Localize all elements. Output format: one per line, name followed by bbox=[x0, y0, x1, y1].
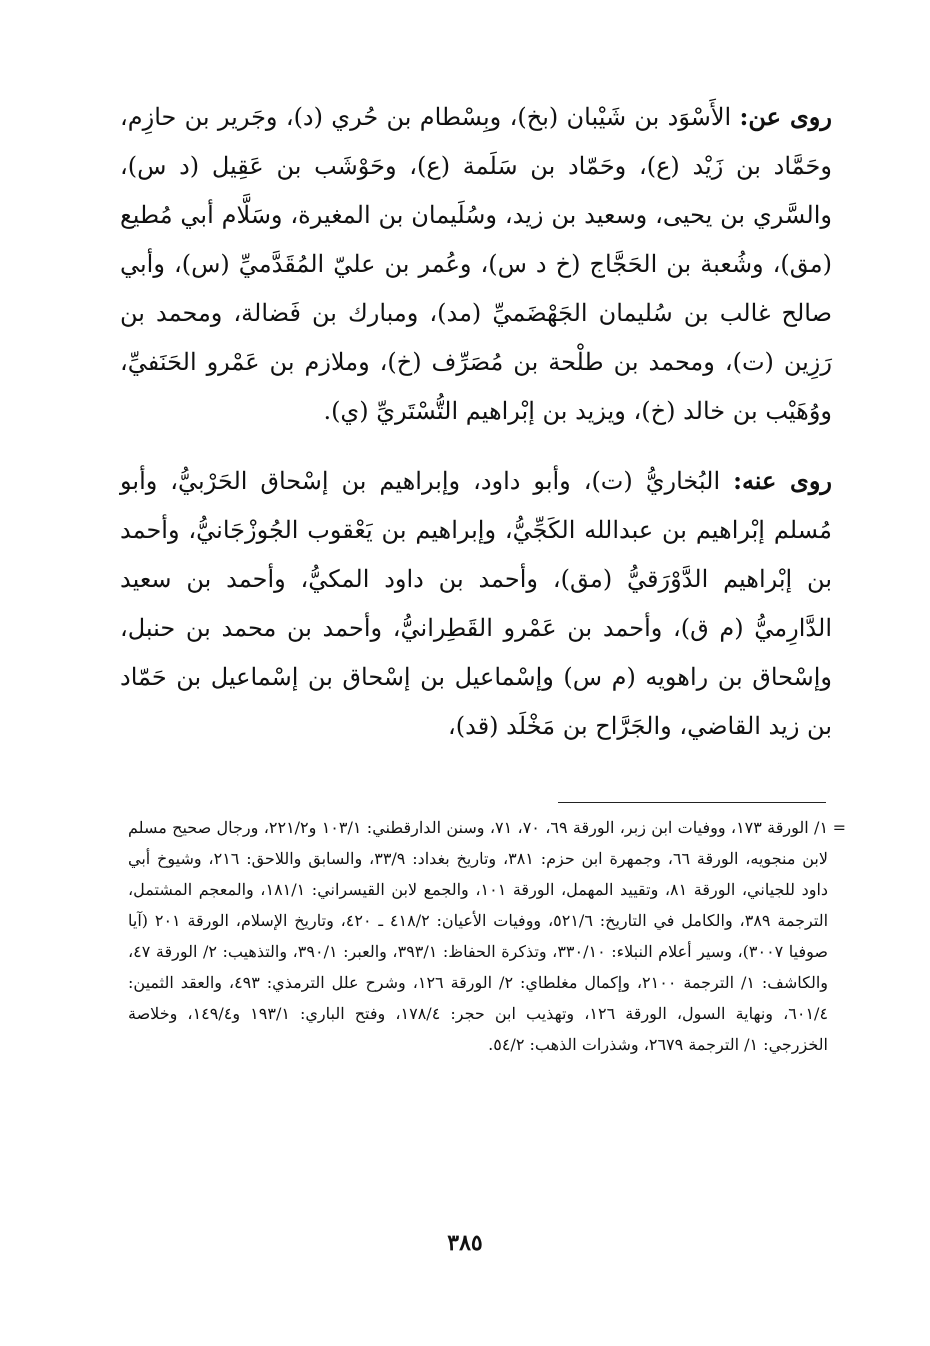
page-number: ٣٨٥ bbox=[447, 1230, 483, 1256]
footnote-continuation-marker: = bbox=[832, 818, 846, 837]
paragraph-body: الأَسْوَد بن شَيْبان (بخ)، وبِسْطام بن حُري (د)، وجَرير بن حازِم، وحَمَّاد بن زَيْد (ع)، وحَمّاد بن سَلَمة (ع)، وحَوْشَب بن عَقِيل (د س)، والسَّري بن يحيى، وسعيد بن زيد، وسُلَيمان بن المغيرة، وسَلَّام أبي مُطيع (مق)، وشُعبة بن الحَجَّاج (خ د س)، وعُمر بن عليّ المُقَدَّميِّ (س)، وأبي صالح غالب بن سُليمان الجَهْضَميِّ (مد)، ومبارك بن فَضالة، ومحمد بن رَزِين (ت)، ومحمد بن طلْحة بن مُصَرِّف (خ)، وملازم بن عَمْرو الحَنَفيِّ، ووُهَيْب بن خالد (خ)، ويزيد بن إبْراهيم التُّسْتَريِّ (ي). bbox=[120, 103, 832, 425]
footnote-divider bbox=[558, 802, 826, 803]
narrated-by-paragraph bbox=[120, 456, 832, 751]
paragraph-heading: روى عنه: bbox=[733, 466, 833, 495]
main-text bbox=[120, 92, 832, 751]
footnote-text: ١/ الورقة ١٧٣، ووفيات ابن زبر، الورقة ٦٩، ٧٠، ٧١، وسنن الدارقطني: ١٠٣/١ و٢٢١/٢، ورجال صحيح مسلم لابن منجويه، الورقة ٦٦، وجمهرة ابن حزم: ٣٨١، وتاريخ بغداد: ٣٣/٩، والسابق واللاحق: ٢١٦، وشيوخ أبي داود للجياني، الورقة ٨١، وتقييد المهمل، الورقة ١٠١، والجمع لابن القيسراني: ١٨١/١، والمعجم المشتمل، الترجمة ٣٨٩، والكامل في التاريخ: ٥٢١/٦، ووفيات الأعيان: ٤١٨/٢ ـ ٤٢٠، وتاريخ الإسلام، الورقة ٢٠١ (آيا صوفيا ٣٠٠٧)، وسير أعلام النبلاء: ٣٣٠/١٠، وتذكرة الحفاظ: ٣٩٣/١، والعبر: ٣٩٠/١، والتذهيب: ٢/ الورقة ٤٧، والكاشف: ١/ الترجمة ٢١٠٠، وإكمال مغلطاي: ٢/ الورقة ١٢٦، وشرح علل الترمذي: ٤٩٣، والعقد الثمين: ٦٠١/٤، ونهاية السول، الورقة ١٢٦، وتهذيب ابن حجر: ١٧٨/٤، وفتح الباري: ١٩٣/١ و١٤٩/٤، وخلاصة الخزرجي: ١/ الترجمة ٢٦٧٩، وشذرات الذهب: ٥٤/٢. bbox=[128, 818, 829, 1054]
paragraph-heading: روى عن: bbox=[739, 102, 832, 131]
paragraph-body: البُخاريُّ (ت)، وأبو داود، وإبراهيم بن إسْحاق الحَرْبيُّ، وأبو مُسلم إبْراهيم بن عبدالله الكَجِّيُّ، وإبراهيم بن يَعْقوب الجُوزْجَانيُّ، وأحمد بن إبْراهيم الدَّوْرَقيُّ (مق)، وأحمد بن داود المكيُّ، وأحمد بن سعيد الدَّارِميُّ (م ق)، وأحمد بن عَمْرو القَطِرانيُّ، وأحمد بن محمد بن حنبل، وإسْحاق بن راهويه (م س) وإسْماعيل بن إسْحاق بن إسْماعيل بن حَمّاد بن زيد القاضي، والجَرَّاح بن مَخْلَد (قد)، bbox=[120, 467, 832, 740]
footnote bbox=[128, 812, 846, 1060]
narrated-from-paragraph bbox=[120, 92, 832, 436]
